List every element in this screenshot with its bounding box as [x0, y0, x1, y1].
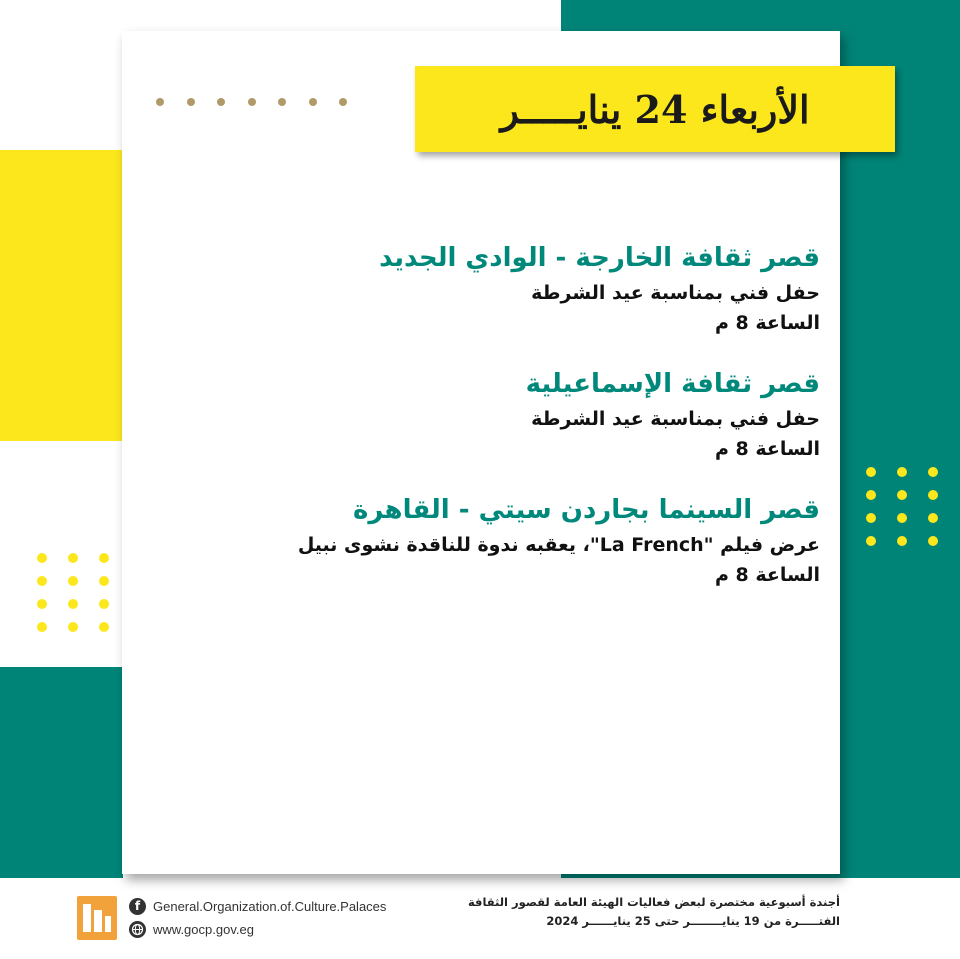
decorative-dot: [248, 98, 256, 106]
website-link[interactable]: [129, 918, 254, 940]
decorative-dot: [68, 622, 78, 632]
event-item: [160, 490, 820, 590]
decorative-dot: [866, 513, 876, 523]
decorative-dot: [217, 98, 225, 106]
decorative-dot: [37, 622, 47, 632]
decorative-dot: [99, 622, 109, 632]
decorative-dot: [99, 553, 109, 563]
event-time: الساعة 8 م: [714, 312, 820, 334]
footer-contact: [77, 893, 397, 943]
decorative-dot: [68, 576, 78, 586]
event-description: عرض فيلم "La French"، يعقبه ندوة للناقدة نشوى نبيل: [297, 534, 820, 556]
agenda-title: أجندة أسبوعية مختصرة لبعض فعاليات الهيئة العامة لقصور الثقافة: [467, 895, 840, 909]
agenda-info: [467, 893, 840, 931]
event-item: [160, 238, 820, 338]
decorative-dot: [897, 467, 907, 477]
decorative-dot: [68, 599, 78, 609]
yellow-background-block-left: [0, 150, 122, 441]
decorative-dot: [928, 536, 938, 546]
decorative-dot: [897, 536, 907, 546]
facebook-handle: General.Organization.of.Culture.Palaces: [153, 898, 387, 914]
event-venue-title: قصر ثقافة الخارجة - الوادي الجديد: [379, 243, 820, 273]
decorative-dot: [928, 513, 938, 523]
date-banner: [415, 66, 895, 152]
event-venue-title: قصر ثقافة الإسماعيلية: [525, 369, 820, 399]
decorative-dot: [309, 98, 317, 106]
decorative-dot: [897, 490, 907, 500]
decorative-dot: [278, 98, 286, 106]
decorative-dot: [37, 553, 47, 563]
event-item: [160, 364, 820, 464]
date-text: الأربعاء 24 ينايـــــر: [500, 86, 810, 132]
event-description: حفل فني بمناسبة عيد الشرطة: [531, 408, 820, 430]
agenda-period: الفتـــــرة من 19 ينايــــــــر حتى 25 ينايــــــر 2024: [546, 914, 840, 928]
event-time: الساعة 8 م: [714, 438, 820, 460]
decorative-dot: [866, 467, 876, 477]
event-time: الساعة 8 م: [714, 564, 820, 586]
decorative-dot: [68, 553, 78, 563]
decorative-dot: [866, 490, 876, 500]
decorative-dot: [37, 576, 47, 586]
decorative-dot: [99, 576, 109, 586]
facebook-icon: f: [129, 898, 146, 915]
gocp-logo: [77, 896, 117, 940]
website-url: www.gocp.gov.eg: [153, 921, 254, 937]
decorative-dot: [187, 98, 195, 106]
decorative-dot: [37, 599, 47, 609]
decorative-dot: [156, 98, 164, 106]
decorative-dot: [339, 98, 347, 106]
decorative-dot: [897, 513, 907, 523]
event-venue-title: قصر السينما بجاردن سيتي - القاهرة: [353, 495, 820, 525]
facebook-link[interactable]: [129, 895, 386, 917]
event-description: حفل فني بمناسبة عيد الشرطة: [531, 282, 820, 304]
globe-icon: [129, 921, 146, 938]
decorative-dot: [866, 536, 876, 546]
decorative-dot: [928, 467, 938, 477]
decorative-dot: [99, 599, 109, 609]
decorative-dot: [928, 490, 938, 500]
events-list: [160, 238, 820, 616]
